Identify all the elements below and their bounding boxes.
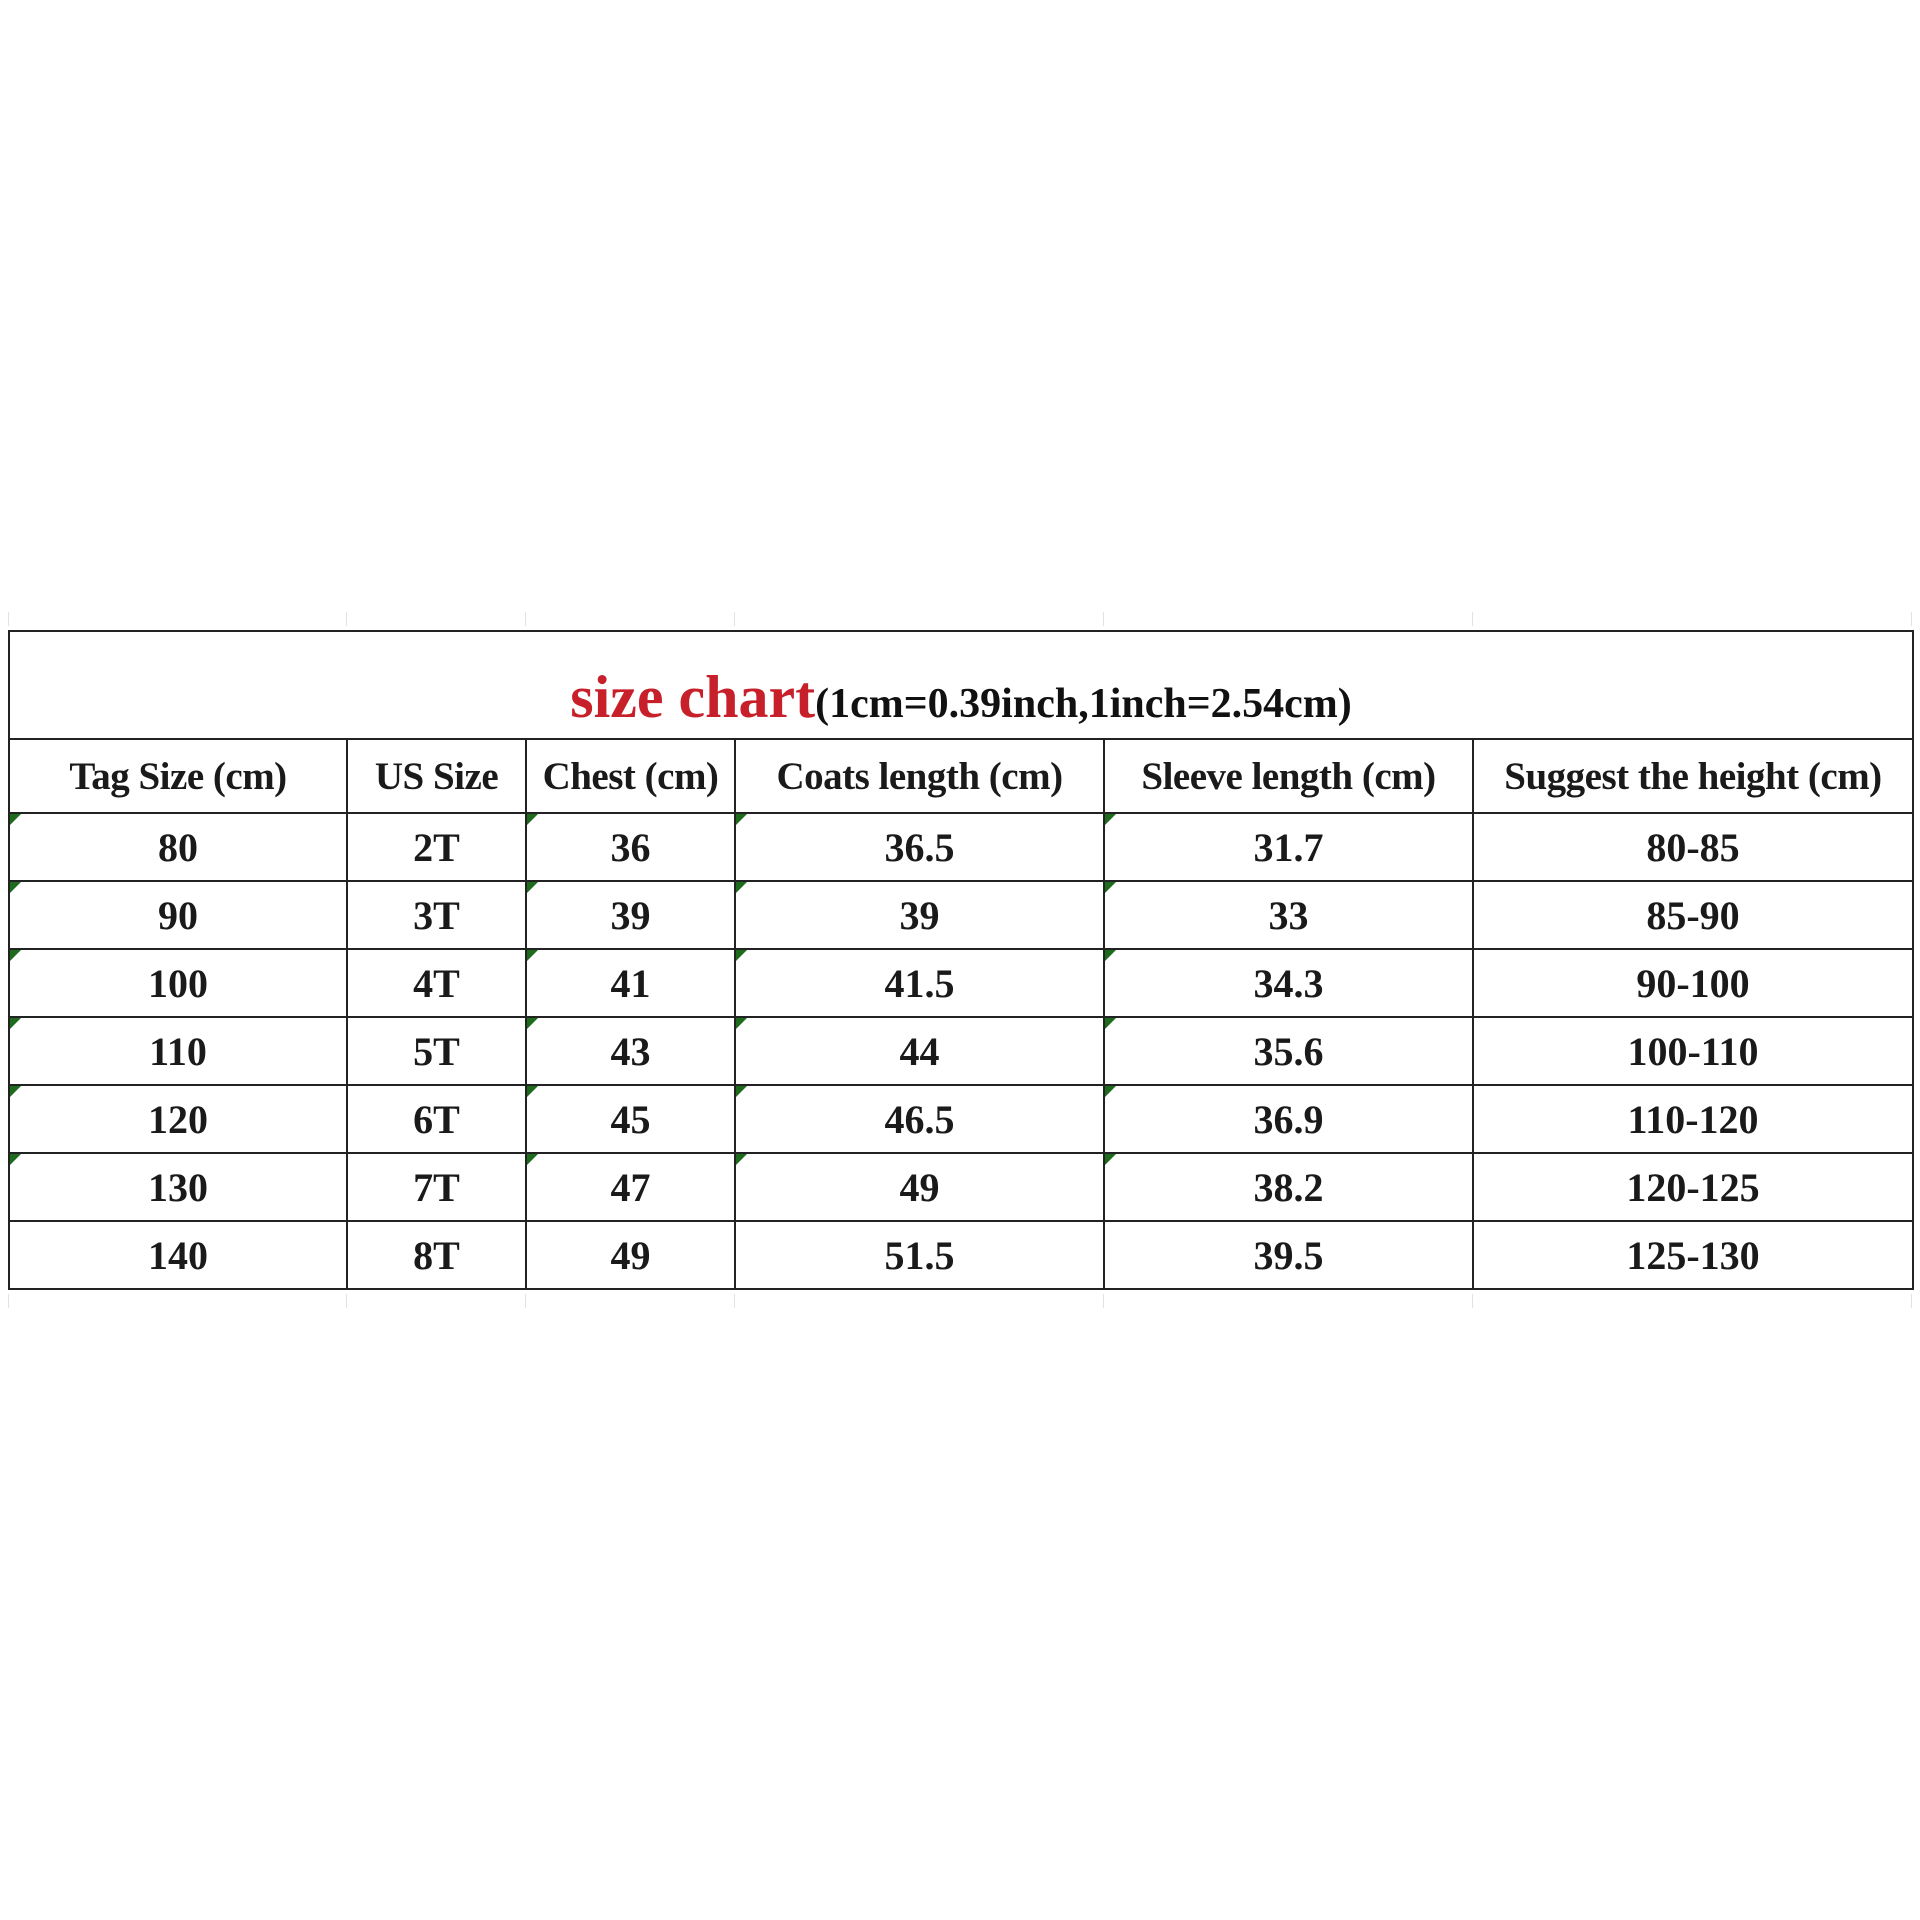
text-number-marker xyxy=(527,1154,538,1165)
tag-size-cell: 90 xyxy=(9,881,347,949)
text-number-marker xyxy=(736,1086,747,1097)
chest-cell: 39 xyxy=(526,881,735,949)
us-size-cell: 8T xyxy=(347,1221,526,1289)
chest-cell: 41 xyxy=(526,949,735,1017)
coats-length-cell: 46.5 xyxy=(735,1085,1104,1153)
text-number-marker xyxy=(736,882,747,893)
text-number-marker xyxy=(10,1086,21,1097)
chart-title xyxy=(9,631,1913,739)
text-number-marker xyxy=(10,1018,21,1029)
text-number-marker xyxy=(1105,814,1116,825)
header-sleeve-length: Sleeve length (cm) xyxy=(1104,739,1473,813)
table-row xyxy=(9,1153,1913,1221)
suggest-height-cell: 90-100 xyxy=(1473,949,1913,1017)
title-row xyxy=(9,631,1913,739)
header-suggest-height: Suggest the height (cm) xyxy=(1473,739,1913,813)
sleeve-length-cell: 31.7 xyxy=(1104,813,1473,881)
sleeve-length-cell: 38.2 xyxy=(1104,1153,1473,1221)
tag-size-cell: 100 xyxy=(9,949,347,1017)
suggest-height-cell: 85-90 xyxy=(1473,881,1913,949)
header-us-size: US Size xyxy=(347,739,526,813)
header-tag-size: Tag Size (cm) xyxy=(9,739,347,813)
us-size-cell: 3T xyxy=(347,881,526,949)
text-number-marker xyxy=(1105,1154,1116,1165)
coats-length-cell: 41.5 xyxy=(735,949,1104,1017)
sleeve-length-cell: 33 xyxy=(1104,881,1473,949)
text-number-marker xyxy=(527,882,538,893)
coats-length-cell: 49 xyxy=(735,1153,1104,1221)
text-number-marker xyxy=(527,1018,538,1029)
chest-cell: 43 xyxy=(526,1017,735,1085)
tag-size-cell: 130 xyxy=(9,1153,347,1221)
suggest-height-cell: 120-125 xyxy=(1473,1153,1913,1221)
sheet-gridlines-top xyxy=(8,612,1912,626)
table-row xyxy=(9,949,1913,1017)
tag-size-cell: 120 xyxy=(9,1085,347,1153)
suggest-height-cell: 80-85 xyxy=(1473,813,1913,881)
chest-cell: 36 xyxy=(526,813,735,881)
title-highlight: size chart xyxy=(570,664,816,730)
table-row xyxy=(9,881,1913,949)
sleeve-length-cell: 34.3 xyxy=(1104,949,1473,1017)
table-row xyxy=(9,813,1913,881)
sleeve-length-cell: 39.5 xyxy=(1104,1221,1473,1289)
coats-length-cell: 36.5 xyxy=(735,813,1104,881)
text-number-marker xyxy=(10,882,21,893)
tag-size-cell: 110 xyxy=(9,1017,347,1085)
text-number-marker xyxy=(10,1154,21,1165)
sheet-gridlines-bottom xyxy=(8,1294,1912,1308)
table-body xyxy=(9,813,1913,1289)
text-number-marker xyxy=(1105,1086,1116,1097)
text-number-marker xyxy=(1105,950,1116,961)
header-row xyxy=(9,739,1913,813)
coats-length-cell: 44 xyxy=(735,1017,1104,1085)
text-number-marker xyxy=(10,950,21,961)
text-number-marker xyxy=(736,814,747,825)
text-number-marker xyxy=(527,1086,538,1097)
sleeve-length-cell: 35.6 xyxy=(1104,1017,1473,1085)
size-chart-table xyxy=(8,630,1914,1290)
chest-cell: 47 xyxy=(526,1153,735,1221)
text-number-marker xyxy=(527,814,538,825)
text-number-marker xyxy=(1105,1018,1116,1029)
sleeve-length-cell: 36.9 xyxy=(1104,1085,1473,1153)
us-size-cell: 4T xyxy=(347,949,526,1017)
text-number-marker xyxy=(736,1018,747,1029)
title-conversion: (1cm=0.39inch,1inch=2.54cm) xyxy=(815,681,1352,727)
table-row xyxy=(9,1017,1913,1085)
text-number-marker xyxy=(736,950,747,961)
chest-cell: 45 xyxy=(526,1085,735,1153)
us-size-cell: 6T xyxy=(347,1085,526,1153)
text-number-marker xyxy=(527,950,538,961)
table-row xyxy=(9,1085,1913,1153)
us-size-cell: 5T xyxy=(347,1017,526,1085)
header-chest: Chest (cm) xyxy=(526,739,735,813)
chest-cell: 49 xyxy=(526,1221,735,1289)
text-number-marker xyxy=(736,1154,747,1165)
coats-length-cell: 51.5 xyxy=(735,1221,1104,1289)
header-coats-length: Coats length (cm) xyxy=(735,739,1104,813)
suggest-height-cell: 100-110 xyxy=(1473,1017,1913,1085)
us-size-cell: 7T xyxy=(347,1153,526,1221)
tag-size-cell: 140 xyxy=(9,1221,347,1289)
coats-length-cell: 39 xyxy=(735,881,1104,949)
tag-size-cell: 80 xyxy=(9,813,347,881)
suggest-height-cell: 125-130 xyxy=(1473,1221,1913,1289)
text-number-marker xyxy=(1105,882,1116,893)
suggest-height-cell: 110-120 xyxy=(1473,1085,1913,1153)
table-row xyxy=(9,1221,1913,1289)
text-number-marker xyxy=(10,814,21,825)
us-size-cell: 2T xyxy=(347,813,526,881)
